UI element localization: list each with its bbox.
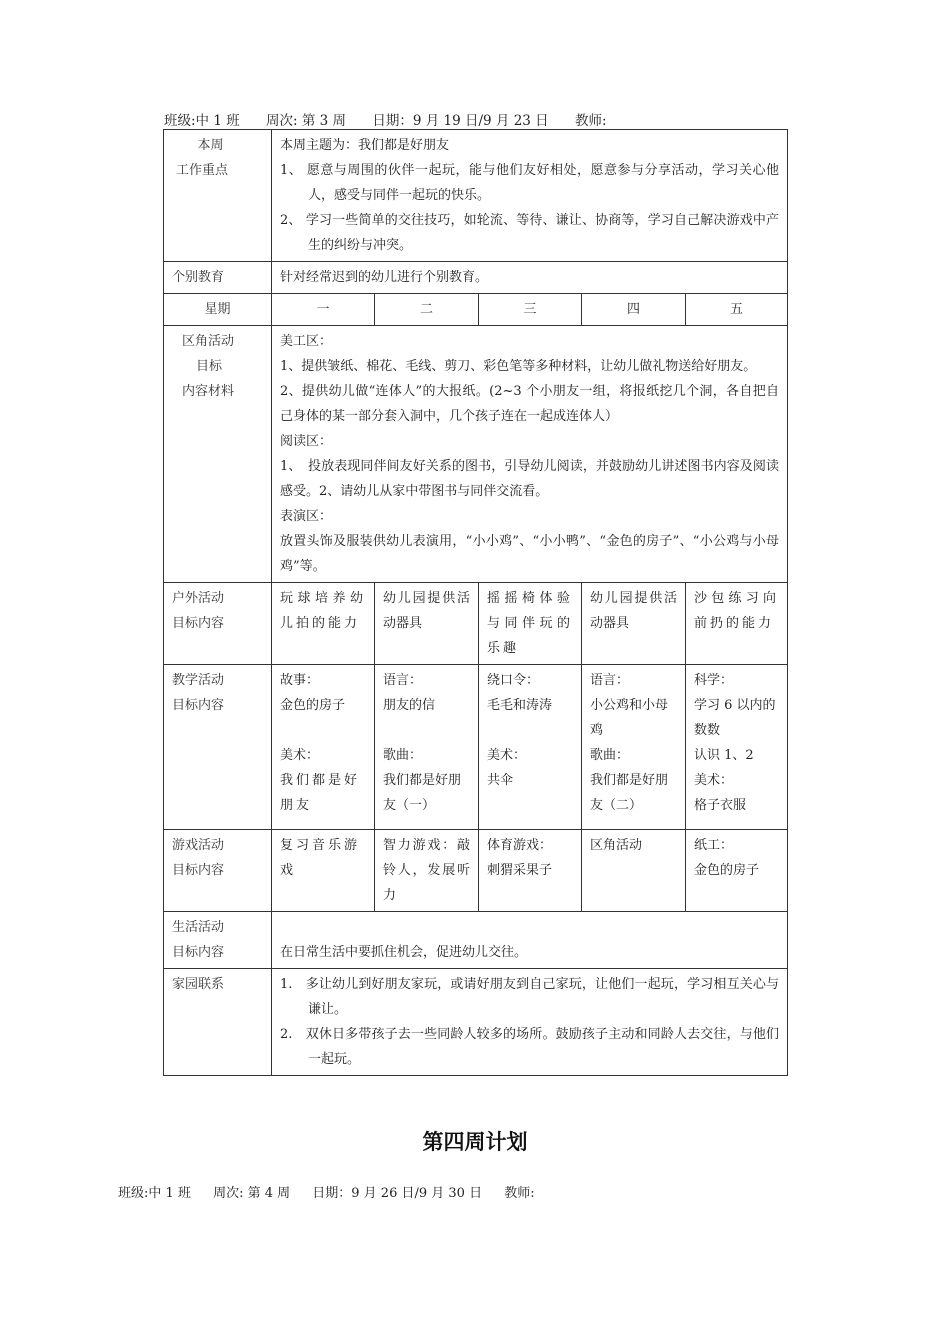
life-content: 在日常生活中要抓住机会，促进幼儿交往。	[272, 912, 788, 969]
art-area-item-2: 2、提供幼儿做“连体人”的大报纸。(2~3 个小朋友一组，将报纸挖几个洞，各自把自己身体的某一部分套入洞中，几个孩子连在一起成连体人）	[280, 384, 780, 424]
next-plan-title: 第四周计划	[422, 1130, 528, 1154]
performance-area-item: 放置头饰及服装供幼儿表演用，“小小鸡”、“小小鸭”、“金色的房子”、“小公鸡与小母鸡”等。	[280, 534, 780, 574]
outdoor-fri: 沙包练习向前扔的能力	[686, 583, 788, 665]
teaching-row	[164, 665, 788, 830]
weekly-plan-table	[163, 129, 788, 1076]
teaching-label: 教学活动 目标内容	[164, 665, 272, 830]
corner-content	[272, 326, 788, 583]
weekday-wed: 三	[479, 294, 582, 326]
art-area-item-1: 1、提供皱纸、棉花、毛线、剪刀、彩色笔等多种材料，让幼儿做礼物送给好朋友。	[280, 359, 757, 374]
performance-area-title: 表演区：	[280, 509, 333, 524]
game-thu: 区角活动	[582, 830, 686, 912]
art-area-title: 美工区：	[280, 334, 333, 349]
teaching-wed: 绕口令： 毛毛和涛涛 美术： 共伞	[479, 665, 582, 830]
home-item-2: 2. 双休日多带孩子去一些同龄人较多的场所。鼓励孩子主动和同龄人去交往，与他们一起玩。	[280, 1027, 780, 1067]
individual-row	[164, 262, 788, 294]
focus-item-1: 1、 愿意与周围的伙伴一起玩，能与他们友好相处，愿意参与分享活动，学习关心他人，感受与同伴一起玩的快乐。	[280, 163, 780, 203]
weekday-mon: 一	[272, 294, 375, 326]
home-row	[164, 969, 788, 1076]
life-row	[164, 912, 788, 969]
weekday-fri: 五	[686, 294, 788, 326]
date-label: 日期：9 月 19 日/9 月 23 日	[372, 113, 549, 129]
home-item-1: 1. 多让幼儿到好朋友家玩，或请好朋友到自己家玩，让他们一起玩，学习相互关心与谦让。	[280, 977, 780, 1017]
home-content	[272, 969, 788, 1076]
teaching-tue: 语言： 朋友的信 歌曲： 我们都是好朋友（一）	[375, 665, 479, 830]
game-label: 游戏活动 目标内容	[164, 830, 272, 912]
teaching-mon: 故事： 金色的房子 美术： 我们都是好朋友	[272, 665, 375, 830]
next-class-label: 班级:中 1 班	[118, 1186, 191, 1201]
outdoor-row	[164, 583, 788, 665]
next-week-label: 周次: 第 4 周	[213, 1186, 291, 1201]
teaching-thu: 语言： 小公鸡和小母鸡 歌曲： 我们都是好朋友（二）	[582, 665, 686, 830]
weekday-row	[164, 294, 788, 326]
game-mon: 复习音乐游戏	[272, 830, 375, 912]
next-plan-header	[118, 1182, 553, 1201]
weekday-tue: 二	[375, 294, 479, 326]
individual-label: 个别教育	[164, 262, 272, 294]
individual-content: 针对经常迟到的幼儿进行个别教育。	[272, 262, 788, 294]
game-fri: 纸工： 金色的房子	[686, 830, 788, 912]
outdoor-tue: 幼儿园提供活动器具	[375, 583, 479, 665]
weekday-label: 星期	[164, 294, 272, 326]
corner-row	[164, 326, 788, 583]
game-wed: 体育游戏： 刺猬采果子	[479, 830, 582, 912]
reading-area-title: 阅读区：	[280, 434, 333, 449]
outdoor-thu: 幼儿园提供活动器具	[582, 583, 686, 665]
next-date-label: 日期：9 月 26 日/9 月 30 日	[312, 1186, 483, 1201]
life-label: 生活活动 目标内容	[164, 912, 272, 969]
game-row	[164, 830, 788, 912]
reading-area-item: 1、 投放表现同伴间友好关系的图书，引导幼儿阅读，并鼓励幼儿讲述图书内容及阅读感受。2、请幼儿从家中带图书与同伴交流看。	[280, 459, 780, 499]
outdoor-wed: 摇摇椅体验与同伴玩的乐趣	[479, 583, 582, 665]
focus-content	[272, 130, 788, 262]
class-label: 班级:中 1 班	[164, 113, 240, 129]
game-tue: 智力游戏：敲铃人，发展听力	[375, 830, 479, 912]
focus-theme: 本周主题为：我们都是好朋友	[280, 138, 450, 153]
weekday-thu: 四	[582, 294, 686, 326]
teacher-label: 教师:	[574, 113, 607, 129]
week-label: 周次: 第 3 周	[266, 113, 347, 129]
focus-label: 本周 工作重点	[164, 130, 272, 262]
plan-header	[164, 109, 629, 129]
corner-label: 区角活动 目标 内容材料	[164, 326, 272, 583]
focus-item-2: 2、 学习一些简单的交往技巧，如轮流、等待、谦让、协商等，学习自己解决游戏中产生的纠纷与冲突。	[280, 213, 780, 253]
outdoor-label: 户外活动 目标内容	[164, 583, 272, 665]
teaching-fri: 科学： 学习 6 以内的数数 认识 1、2 美术： 格子衣服	[686, 665, 788, 830]
home-label: 家园联系	[164, 969, 272, 1076]
focus-row	[164, 130, 788, 262]
outdoor-mon: 玩球培养幼儿拍的能力	[272, 583, 375, 665]
next-teacher-label: 教师:	[504, 1186, 535, 1201]
